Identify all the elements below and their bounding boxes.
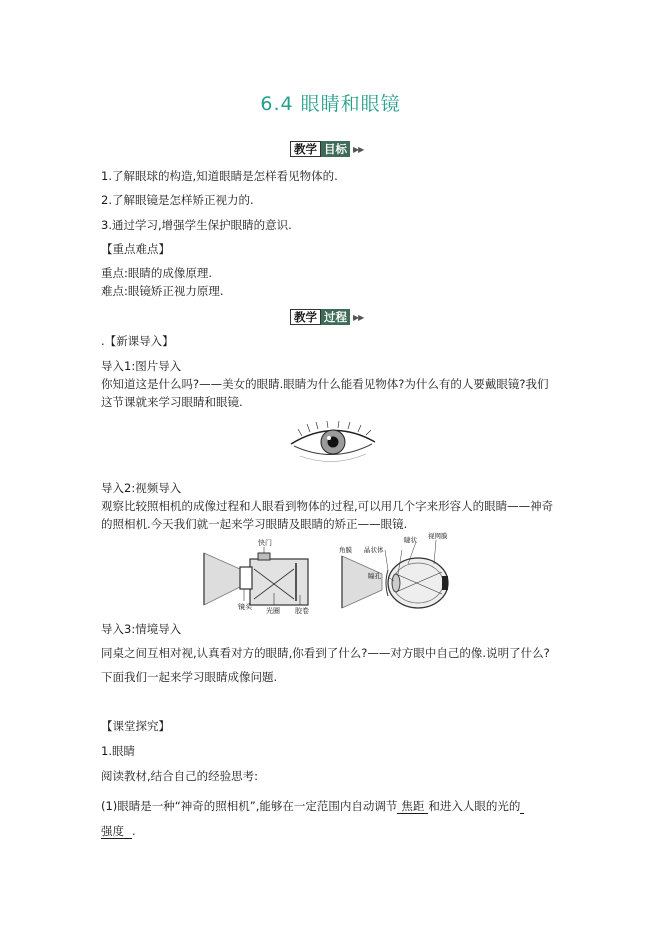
question-1-middle: 和进入人眼的光的 <box>428 799 521 813</box>
key-points-heading: 【重点难点】 <box>101 242 170 256</box>
answer-blank-focal-length: 焦距 <box>397 799 428 814</box>
question-1-line1 <box>101 799 524 814</box>
goals-banner-part1: 教学 <box>290 141 321 157</box>
intro-heading: .【新课导入】 <box>101 334 174 348</box>
label-shutter: 快门 <box>258 539 272 547</box>
explore-instruction: 阅读教材,结合自己的经验思考: <box>101 769 259 783</box>
intro3-line2: 下面我们一起来学习眼睛成像问题. <box>101 670 278 684</box>
period: . <box>132 824 136 838</box>
page-title: 6.4 眼睛和眼镜 <box>260 93 401 115</box>
label-pupil: 瞳孔 <box>368 572 381 580</box>
arrow-right-icon: ▶▶ <box>353 144 364 154</box>
answer-blank-intensity: 强度 <box>101 824 132 839</box>
camera-diagram <box>200 535 340 615</box>
difficulty-point: 难点:眼镜矫正视力原理. <box>101 284 224 298</box>
intro2-line1: 观察比较照相机的成像过程和人眼看到物体的过程,可以用几个字来形容人的眼睛——神奇 <box>101 499 554 513</box>
answer-blank-trailing <box>520 799 524 814</box>
intro2-line2: 的照相机.今天我们就一起来学习眼睛及眼睛的矫正——眼镜. <box>101 517 408 531</box>
explore-heading: 【课堂探究】 <box>101 719 170 733</box>
goals-banner <box>290 141 363 157</box>
label-ciliary: 睫状 <box>404 536 417 544</box>
intro3-line1: 同桌之间互相对视,认真看对方的眼睛,你看到了什么?——对方眼中自己的像.说明了什么? <box>101 646 550 660</box>
label-film: 胶卷 <box>295 607 309 615</box>
label-retina: 视网膜 <box>428 532 448 540</box>
goal-item-1: 1.了解眼球的构造,知道眼睛是怎样看见物体的. <box>101 169 338 183</box>
question-1-line2 <box>101 824 136 839</box>
eye-anatomy-diagram <box>338 530 464 615</box>
label-crystalline-lens: 晶状体 <box>364 546 384 554</box>
goals-banner-part2: 目标 <box>321 141 350 157</box>
goal-item-2: 2.了解眼镜是怎样矫正视力的. <box>101 193 254 207</box>
arrow-right-icon: ▶▶ <box>353 312 364 322</box>
process-banner-part1: 教学 <box>290 309 321 325</box>
intro1-line1: 你知道这是什么吗?——美女的眼睛.眼睛为什么能看见物体?为什么有的人要戴眼镜?我们 <box>101 377 549 391</box>
question-1-prefix: (1)眼睛是一种“神奇的照相机”,能够在一定范围内自动调节 <box>101 799 398 813</box>
intro1-title: 导入1:图片导入 <box>101 359 182 373</box>
label-cornea: 角膜 <box>339 546 352 554</box>
intro2-title: 导入2:视频导入 <box>101 481 182 495</box>
goal-item-3: 3.通过学习,增强学生保护眼睛的意识. <box>101 218 292 232</box>
process-banner-part2: 过程 <box>321 309 350 325</box>
label-lens: 镜头 <box>238 603 252 611</box>
eye-image <box>288 420 378 466</box>
explore-item-1: 1.眼睛 <box>101 744 135 758</box>
intro1-line2: 这节课就来学习眼睛和眼镜. <box>101 395 243 409</box>
intro3-title: 导入3:情境导入 <box>101 622 182 636</box>
process-banner <box>290 309 363 325</box>
key-point: 重点:眼睛的成像原理. <box>101 266 213 280</box>
label-aperture: 光圈 <box>266 607 280 615</box>
